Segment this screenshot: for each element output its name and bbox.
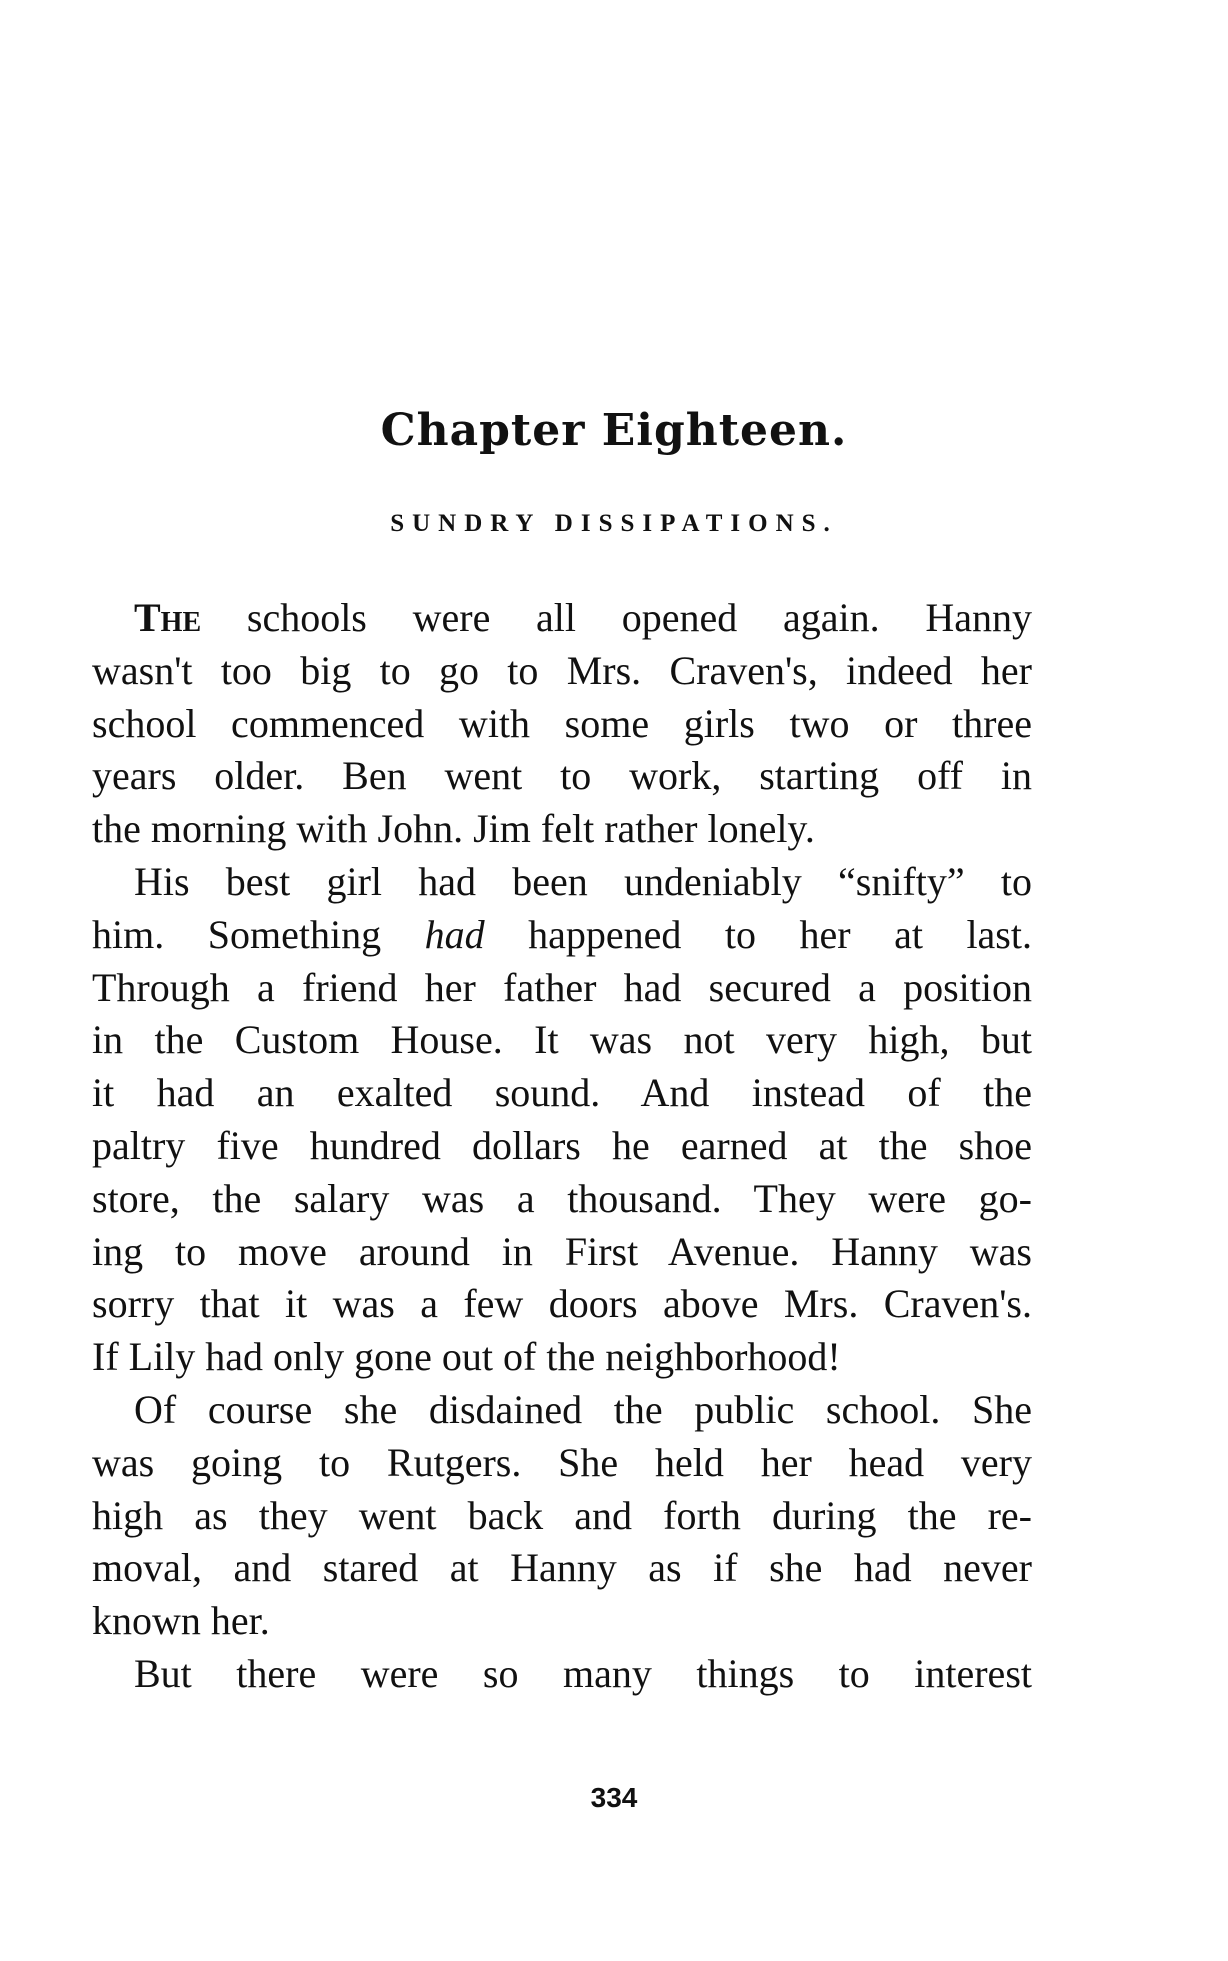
text-line: paltry five hundred dollars he earned at the shoe xyxy=(92,1122,1032,1168)
text-line: high as they went back and forth during the re- xyxy=(92,1492,1032,1538)
text-line-part: happened to her at last. xyxy=(484,911,1032,957)
text-line: sorry that it was a few doors above Mrs. Craven's. xyxy=(92,1281,1032,1327)
text-line: Of course she disdained the public school. She xyxy=(134,1386,1032,1432)
text-line-part: schools were all opened again. Hanny xyxy=(201,595,1032,640)
page-number: 334 xyxy=(590,1782,638,1813)
text-line xyxy=(92,909,1032,962)
text-line: wasn't too big to go to Mrs. Craven's, indeed her xyxy=(92,647,1032,693)
text-line: Through a friend her father had secured a position xyxy=(92,964,1032,1010)
lead-word: The xyxy=(134,595,202,640)
text-line: it had an exalted sound. And instead of the xyxy=(92,1070,1032,1116)
text-line: years older. Ben went to work, starting off in xyxy=(92,753,1032,799)
text-line: If Lily had only gone out of the neighborhood! xyxy=(92,1334,841,1380)
text-line: But there were so many things to interest xyxy=(134,1650,1032,1696)
text-line-part: him. xyxy=(92,911,165,957)
text-line: was going to Rutgers. She held her head very xyxy=(92,1439,1032,1485)
text-line: in the Custom House. It was not very high, but xyxy=(92,1017,1032,1063)
chapter-subtitle: SUNDRY DISSIPATIONS. xyxy=(390,510,838,537)
text-line: the morning with John. Jim felt rather lonely. xyxy=(92,806,815,852)
emphasized-word: had xyxy=(424,911,485,957)
text-line: known her. xyxy=(92,1598,270,1644)
chapter-title: Chapter Eighteen. xyxy=(380,405,848,456)
text-line: store, the salary was a thousand. They were go- xyxy=(92,1175,1032,1221)
text-line: moval, and stared at Hanny as if she had never xyxy=(92,1545,1032,1591)
text-line: school commenced with some girls two or three xyxy=(92,700,1032,746)
text-line-part: Something xyxy=(164,911,425,957)
text-line: His best girl had been undeniably “snifty” to xyxy=(134,858,1032,904)
text-line: ing to move around in First Avenue. Hanny was xyxy=(92,1228,1032,1274)
text-line xyxy=(92,592,1032,645)
body-text xyxy=(92,592,1032,1701)
